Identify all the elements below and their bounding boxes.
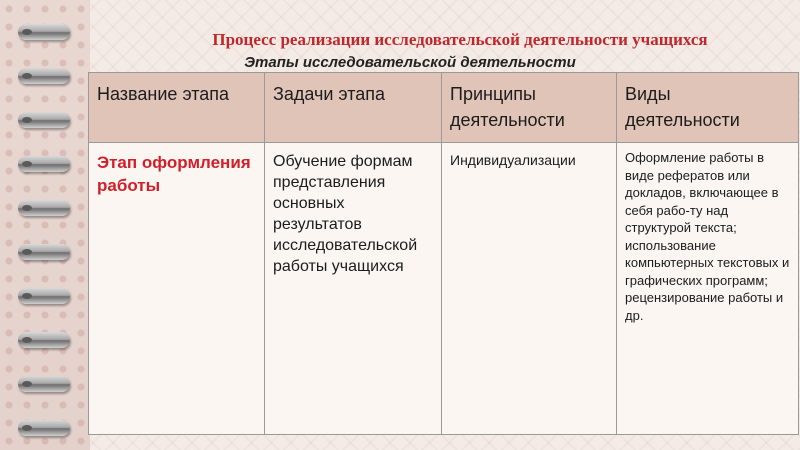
- slide-subtitle: Этапы исследовательской деятельности: [244, 54, 576, 71]
- binder-ring-icon: [18, 420, 70, 436]
- cell-activities: Оформление работы в виде рефератов или докладов, включающее в себя рабо-ту над структурой текста; использование компьютерных текстовых и графических программ; рецензирование работы и др.: [617, 143, 799, 435]
- notebook-binding-strip: [0, 0, 90, 450]
- header-tasks: Задачи этапа: [265, 73, 442, 143]
- binder-ring-icon: [18, 288, 70, 304]
- stages-table: [88, 72, 799, 435]
- slide-title: Процесс реализации исследовательской деятельности учащихся: [212, 30, 708, 49]
- table-row: [89, 143, 799, 435]
- table-header-row: [89, 73, 799, 143]
- binder-ring-icon: [18, 332, 70, 348]
- binder-ring-icon: [18, 200, 70, 216]
- binder-ring-icon: [18, 24, 70, 40]
- header-principles: Принципы деятельности: [442, 73, 617, 143]
- header-activities: Виды деятельности: [617, 73, 799, 143]
- cell-stage-name: Этап оформления работы: [89, 143, 265, 435]
- binder-ring-icon: [18, 68, 70, 84]
- cell-principles: Индивидуализации: [442, 143, 617, 435]
- binder-ring-icon: [18, 376, 70, 392]
- cell-tasks: Обучение формам представления основных результатов исследовательской работы учащихся: [265, 143, 442, 435]
- binder-ring-icon: [18, 112, 70, 128]
- header-stage-name: Название этапа: [89, 73, 265, 143]
- binder-ring-icon: [18, 156, 70, 172]
- binder-ring-icon: [18, 244, 70, 260]
